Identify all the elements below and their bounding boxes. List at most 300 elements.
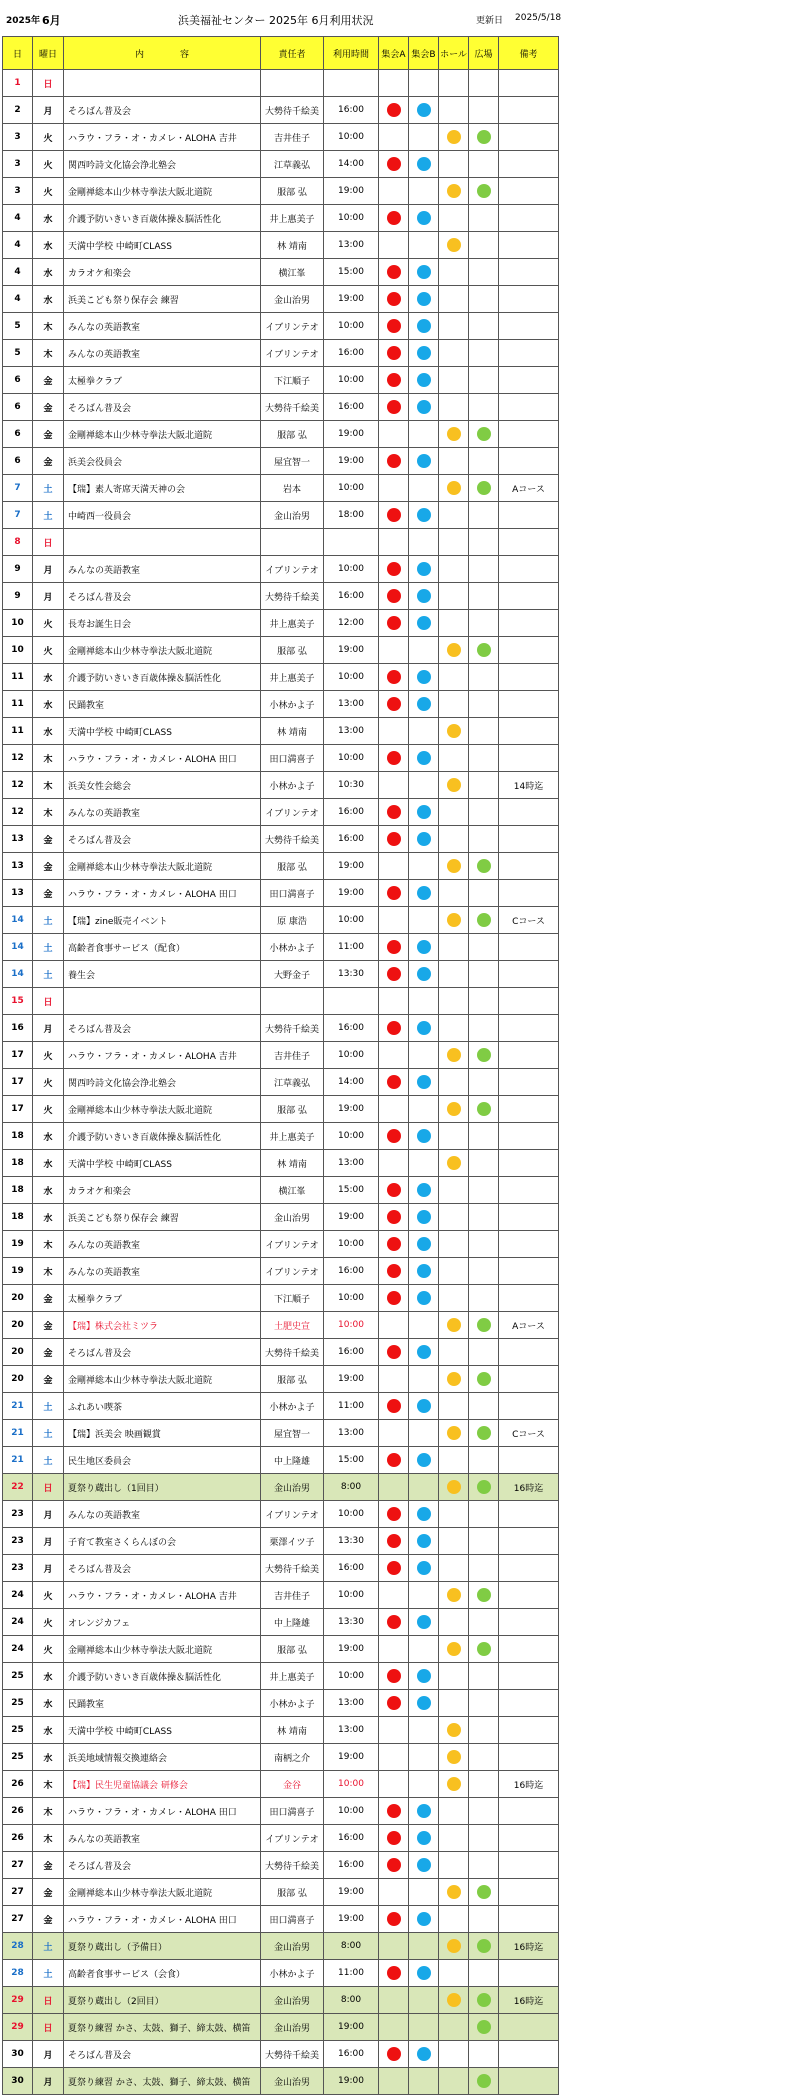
plaza-cell: [469, 1177, 499, 1204]
room-a-booked-icon: [387, 1804, 401, 1818]
room-a-cell: [379, 97, 409, 124]
table-row: [3, 1447, 559, 1474]
time-cell: 19:00: [324, 448, 379, 475]
plaza-cell: [469, 1285, 499, 1312]
person-cell: 吉井佳子: [261, 1042, 324, 1069]
table-row: [3, 259, 559, 286]
table-row: [3, 178, 559, 205]
day-cell: 6: [3, 421, 33, 448]
room-a-cell: [379, 556, 409, 583]
time-cell: 12:00: [324, 610, 379, 637]
day-cell: 19: [3, 1258, 33, 1285]
day-cell: 5: [3, 340, 33, 367]
person-cell: 金谷: [261, 1771, 324, 1798]
note-cell: [499, 610, 559, 637]
hall-cell: [439, 313, 469, 340]
table-row: [3, 2068, 559, 2095]
table-row: [3, 1285, 559, 1312]
content-cell: 天満中学校 中崎町CLASS: [64, 1150, 261, 1177]
table-row: [3, 1366, 559, 1393]
note-cell: [499, 1042, 559, 1069]
hall-cell: [439, 610, 469, 637]
room-b-cell: [409, 880, 439, 907]
table-row: [3, 1852, 559, 1879]
content-cell: みんなの英語教室: [64, 1231, 261, 1258]
time-cell: 13:00: [324, 691, 379, 718]
note-cell: [499, 1339, 559, 1366]
room-a-booked-icon: [387, 616, 401, 630]
content-cell: みんなの英語教室: [64, 799, 261, 826]
content-cell: そろばん普及会: [64, 1555, 261, 1582]
room-b-cell: [409, 691, 439, 718]
note-cell: [499, 1555, 559, 1582]
hall-cell: [439, 745, 469, 772]
room-b-booked-icon: [417, 1021, 431, 1035]
weekday-cell: 木: [33, 1798, 64, 1825]
hall-cell: [439, 1339, 469, 1366]
time-cell: 10:00: [324, 205, 379, 232]
room-b-booked-icon: [417, 805, 431, 819]
plaza-cell: [469, 1663, 499, 1690]
content-cell: 関西吟詩文化協会浄北塾会: [64, 1069, 261, 1096]
content-cell: 高齢者食事サービス（会食）: [64, 1960, 261, 1987]
content-cell: 夏祭り練習 かさ、太鼓、獅子、締太鼓、横笛: [64, 2068, 261, 2095]
time-cell: 16:00: [324, 1258, 379, 1285]
weekday-cell: 月: [33, 2041, 64, 2068]
room-a-cell: [379, 826, 409, 853]
person-cell: 金山治男: [261, 1933, 324, 1960]
note-cell: [499, 853, 559, 880]
content-cell: ハラウ・フラ・オ・カメレ・ALOHA 吉井: [64, 124, 261, 151]
hall-booked-icon: [447, 1885, 461, 1899]
room-b-booked-icon: [417, 616, 431, 630]
room-b-cell: [409, 1744, 439, 1771]
time-cell: 16:00: [324, 394, 379, 421]
hall-cell: [439, 988, 469, 1015]
room-a-cell: [379, 1960, 409, 1987]
room-b-cell: [409, 1015, 439, 1042]
hall-cell: [439, 286, 469, 313]
note-cell: [499, 1447, 559, 1474]
content-cell: 養生会: [64, 961, 261, 988]
hall-cell: [439, 1528, 469, 1555]
time-cell: 10:00: [324, 1771, 379, 1798]
room-b-booked-icon: [417, 400, 431, 414]
room-b-cell: [409, 1987, 439, 2014]
room-a-cell: [379, 1744, 409, 1771]
day-cell: 28: [3, 1960, 33, 1987]
person-cell: 大勢待千絵美: [261, 2041, 324, 2068]
room-a-booked-icon: [387, 508, 401, 522]
content-cell: ハラウ・フラ・オ・カメレ・ALOHA 田口: [64, 1798, 261, 1825]
time-cell: 19:00: [324, 2068, 379, 2095]
plaza-cell: [469, 1609, 499, 1636]
table-row: [3, 583, 559, 610]
room-a-booked-icon: [387, 1858, 401, 1872]
room-a-cell: [379, 1177, 409, 1204]
weekday-cell: 金: [33, 853, 64, 880]
room-a-cell: [379, 1312, 409, 1339]
day-cell: 14: [3, 907, 33, 934]
hall-cell: [439, 448, 469, 475]
room-a-booked-icon: [387, 1075, 401, 1089]
room-b-booked-icon: [417, 1399, 431, 1413]
table-row: [3, 70, 559, 97]
table-row: [3, 1231, 559, 1258]
room-a-booked-icon: [387, 1507, 401, 1521]
table-row: [3, 367, 559, 394]
time-cell: 13:30: [324, 1609, 379, 1636]
room-b-cell: [409, 1339, 439, 1366]
room-a-cell: [379, 907, 409, 934]
hall-cell: [439, 1825, 469, 1852]
hall-cell: [439, 1933, 469, 1960]
room-b-booked-icon: [417, 346, 431, 360]
plaza-cell: [469, 718, 499, 745]
room-a-booked-icon: [387, 1669, 401, 1683]
note-cell: [499, 1582, 559, 1609]
table-row: [3, 421, 559, 448]
note-cell: [499, 1204, 559, 1231]
hall-booked-icon: [447, 184, 461, 198]
hall-booked-icon: [447, 1588, 461, 1602]
person-cell: 中上隆雄: [261, 1447, 324, 1474]
weekday-cell: 月: [33, 1015, 64, 1042]
day-cell: 30: [3, 2041, 33, 2068]
day-cell: 24: [3, 1582, 33, 1609]
weekday-cell: 水: [33, 664, 64, 691]
hall-cell: [439, 367, 469, 394]
day-cell: 10: [3, 610, 33, 637]
content-cell: そろばん普及会: [64, 1339, 261, 1366]
content-cell: 金剛禅総本山少林寺拳法大阪北道院: [64, 637, 261, 664]
room-a-cell: [379, 1582, 409, 1609]
weekday-cell: 金: [33, 1339, 64, 1366]
plaza-booked-icon: [477, 913, 491, 927]
hall-cell: [439, 1123, 469, 1150]
content-cell: 民踊教室: [64, 691, 261, 718]
weekday-cell: 月: [33, 556, 64, 583]
room-b-cell: [409, 1096, 439, 1123]
hall-cell: [439, 1312, 469, 1339]
content-cell: ハラウ・フラ・オ・カメレ・ALOHA 吉井: [64, 1582, 261, 1609]
person-cell: 大勢待千絵美: [261, 1852, 324, 1879]
time-cell: 19:00: [324, 1879, 379, 1906]
hall-booked-icon: [447, 481, 461, 495]
room-a-cell: [379, 151, 409, 178]
room-a-cell: [379, 1528, 409, 1555]
time-cell: 16:00: [324, 1555, 379, 1582]
note-cell: [499, 178, 559, 205]
weekday-cell: 木: [33, 1231, 64, 1258]
hall-cell: [439, 1474, 469, 1501]
room-a-booked-icon: [387, 400, 401, 414]
plaza-cell: [469, 1150, 499, 1177]
note-cell: [499, 1366, 559, 1393]
day-cell: 13: [3, 826, 33, 853]
time-cell: 13:00: [324, 1717, 379, 1744]
note-cell: [499, 1177, 559, 1204]
sheet-header: [0, 0, 800, 36]
content-cell: 関西吟詩文化協会浄北塾会: [64, 151, 261, 178]
note-cell: [499, 205, 559, 232]
table-row: [3, 1339, 559, 1366]
plaza-booked-icon: [477, 1939, 491, 1953]
table-row: [3, 1987, 559, 2014]
content-cell: 金剛禅総本山少林寺拳法大阪北道院: [64, 1366, 261, 1393]
hall-cell: [439, 1150, 469, 1177]
room-a-booked-icon: [387, 1264, 401, 1278]
content-cell: そろばん普及会: [64, 583, 261, 610]
person-cell: 金山治男: [261, 1474, 324, 1501]
room-b-booked-icon: [417, 1831, 431, 1845]
person-cell: 吉井佳子: [261, 124, 324, 151]
day-cell: 25: [3, 1717, 33, 1744]
content-cell: 金剛禅総本山少林寺拳法大阪北道院: [64, 178, 261, 205]
table-row: [3, 1636, 559, 1663]
col-header-note: 備考: [499, 37, 559, 70]
time-cell: 13:00: [324, 1420, 379, 1447]
table-row: [3, 880, 559, 907]
time-cell: 8:00: [324, 1933, 379, 1960]
content-cell: 【瑞】民生児童協議会 研修会: [64, 1771, 261, 1798]
room-a-cell: [379, 745, 409, 772]
note-cell: [499, 1798, 559, 1825]
plaza-cell: [469, 1744, 499, 1771]
weekday-cell: 水: [33, 259, 64, 286]
room-b-cell: [409, 988, 439, 1015]
room-a-booked-icon: [387, 1696, 401, 1710]
table-row: [3, 1015, 559, 1042]
content-cell: ハラウ・フラ・オ・カメレ・ALOHA 吉井: [64, 1042, 261, 1069]
weekday-cell: 金: [33, 1879, 64, 1906]
person-cell: 横江峯: [261, 259, 324, 286]
room-b-cell: [409, 1960, 439, 1987]
day-cell: 11: [3, 691, 33, 718]
room-a-booked-icon: [387, 319, 401, 333]
hall-cell: [439, 799, 469, 826]
time-cell: [324, 529, 379, 556]
note-cell: [499, 367, 559, 394]
person-cell: 原 康浩: [261, 907, 324, 934]
plaza-cell: [469, 286, 499, 313]
room-a-cell: [379, 286, 409, 313]
time-cell: 16:00: [324, 97, 379, 124]
room-a-cell: [379, 772, 409, 799]
room-b-booked-icon: [417, 1291, 431, 1305]
table-row: [3, 1393, 559, 1420]
room-a-booked-icon: [387, 1399, 401, 1413]
room-a-cell: [379, 205, 409, 232]
hall-cell: [439, 907, 469, 934]
time-cell: 19:00: [324, 421, 379, 448]
plaza-cell: [469, 1204, 499, 1231]
weekday-cell: 日: [33, 988, 64, 1015]
room-a-cell: [379, 2068, 409, 2095]
time-cell: 10:00: [324, 124, 379, 151]
room-b-cell: [409, 745, 439, 772]
hall-cell: [439, 475, 469, 502]
time-cell: 19:00: [324, 880, 379, 907]
time-cell: 10:00: [324, 1798, 379, 1825]
hall-booked-icon: [447, 859, 461, 873]
usage-table: [2, 36, 559, 2095]
hall-cell: [439, 1771, 469, 1798]
plaza-cell: [469, 1960, 499, 1987]
weekday-cell: 水: [33, 286, 64, 313]
table-row: [3, 637, 559, 664]
weekday-cell: 金: [33, 1906, 64, 1933]
hall-cell: [439, 1393, 469, 1420]
plaza-cell: [469, 637, 499, 664]
time-cell: 19:00: [324, 286, 379, 313]
hall-cell: [439, 1177, 469, 1204]
table-row: [3, 1474, 559, 1501]
plaza-booked-icon: [477, 1885, 491, 1899]
content-cell: 夏祭り蔵出し（2回目）: [64, 1987, 261, 2014]
weekday-cell: 金: [33, 394, 64, 421]
room-b-booked-icon: [417, 1345, 431, 1359]
plaza-cell: [469, 1771, 499, 1798]
room-a-booked-icon: [387, 670, 401, 684]
room-a-cell: [379, 259, 409, 286]
weekday-cell: 金: [33, 1285, 64, 1312]
room-b-cell: [409, 529, 439, 556]
weekday-cell: 月: [33, 583, 64, 610]
col-header-day: 日: [3, 37, 33, 70]
time-cell: 10:00: [324, 1123, 379, 1150]
room-b-cell: [409, 1177, 439, 1204]
plaza-booked-icon: [477, 1993, 491, 2007]
weekday-cell: 日: [33, 70, 64, 97]
room-a-booked-icon: [387, 1615, 401, 1629]
time-cell: 15:00: [324, 1447, 379, 1474]
room-b-cell: [409, 1204, 439, 1231]
person-cell: 林 靖南: [261, 718, 324, 745]
content-cell: ハラウ・フラ・オ・カメレ・ALOHA 田口: [64, 745, 261, 772]
weekday-cell: 日: [33, 1474, 64, 1501]
table-row: [3, 961, 559, 988]
hall-booked-icon: [447, 1993, 461, 2007]
hall-cell: [439, 1555, 469, 1582]
room-a-booked-icon: [387, 1534, 401, 1548]
content-cell: [64, 70, 261, 97]
day-cell: 4: [3, 232, 33, 259]
hall-booked-icon: [447, 724, 461, 738]
room-b-cell: [409, 205, 439, 232]
person-cell: 大勢待千絵美: [261, 97, 324, 124]
weekday-cell: 水: [33, 1717, 64, 1744]
room-b-cell: [409, 1123, 439, 1150]
content-cell: 金剛禅総本山少林寺拳法大阪北道院: [64, 1636, 261, 1663]
note-cell: [499, 1150, 559, 1177]
room-a-cell: [379, 1069, 409, 1096]
plaza-cell: [469, 1015, 499, 1042]
note-cell: [499, 1258, 559, 1285]
time-cell: 10:00: [324, 556, 379, 583]
room-a-booked-icon: [387, 589, 401, 603]
weekday-cell: 月: [33, 1501, 64, 1528]
plaza-cell: [469, 1474, 499, 1501]
content-cell: 天満中学校 中崎町CLASS: [64, 232, 261, 259]
plaza-cell: [469, 772, 499, 799]
note-cell: [499, 502, 559, 529]
room-b-cell: [409, 448, 439, 475]
weekday-cell: 火: [33, 637, 64, 664]
table-header-row: [3, 37, 559, 70]
room-a-cell: [379, 853, 409, 880]
table-row: [3, 772, 559, 799]
note-cell: [499, 1636, 559, 1663]
room-b-booked-icon: [417, 454, 431, 468]
table-row: [3, 529, 559, 556]
room-a-cell: [379, 1933, 409, 1960]
note-cell: [499, 1879, 559, 1906]
room-b-booked-icon: [417, 751, 431, 765]
hall-cell: [439, 1609, 469, 1636]
room-b-booked-icon: [417, 508, 431, 522]
content-cell: みんなの英語教室: [64, 340, 261, 367]
hall-booked-icon: [447, 427, 461, 441]
plaza-booked-icon: [477, 1480, 491, 1494]
plaza-cell: [469, 664, 499, 691]
content-cell: 民生地区委員会: [64, 1447, 261, 1474]
room-b-booked-icon: [417, 832, 431, 846]
person-cell: 服部 弘: [261, 421, 324, 448]
room-a-cell: [379, 1096, 409, 1123]
content-cell: [64, 529, 261, 556]
room-b-cell: [409, 1366, 439, 1393]
room-b-cell: [409, 1069, 439, 1096]
col-header-plaza: 広場: [469, 37, 499, 70]
table-row: [3, 610, 559, 637]
table-row: [3, 1609, 559, 1636]
hall-cell: [439, 340, 469, 367]
room-a-cell: [379, 124, 409, 151]
room-b-cell: [409, 1312, 439, 1339]
hall-cell: [439, 1285, 469, 1312]
room-a-booked-icon: [387, 103, 401, 117]
room-a-cell: [379, 1987, 409, 2014]
time-cell: 10:00: [324, 1582, 379, 1609]
room-b-cell: [409, 70, 439, 97]
room-b-cell: [409, 1501, 439, 1528]
plaza-booked-icon: [477, 184, 491, 198]
person-cell: 田口満喜子: [261, 1798, 324, 1825]
person-cell: イブリンテオ: [261, 799, 324, 826]
time-cell: 19:00: [324, 1636, 379, 1663]
weekday-cell: 土: [33, 934, 64, 961]
person-cell: 小林かよ子: [261, 934, 324, 961]
room-a-booked-icon: [387, 697, 401, 711]
table-row: [3, 1501, 559, 1528]
person-cell: 服部 弘: [261, 1366, 324, 1393]
day-cell: 4: [3, 286, 33, 313]
person-cell: [261, 70, 324, 97]
day-cell: 4: [3, 205, 33, 232]
person-cell: 井上惠美子: [261, 205, 324, 232]
note-cell: [499, 1609, 559, 1636]
hall-booked-icon: [447, 913, 461, 927]
person-cell: 下江順子: [261, 367, 324, 394]
time-cell: 19:00: [324, 1906, 379, 1933]
weekday-cell: 火: [33, 1096, 64, 1123]
room-b-booked-icon: [417, 670, 431, 684]
plaza-booked-icon: [477, 1318, 491, 1332]
room-a-cell: [379, 448, 409, 475]
room-b-cell: [409, 1933, 439, 1960]
content-cell: そろばん普及会: [64, 394, 261, 421]
